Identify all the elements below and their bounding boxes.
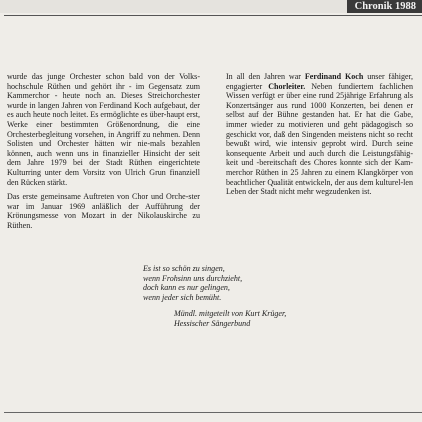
text-run: In all den Jahren war	[226, 72, 305, 81]
left-text-column	[7, 72, 200, 236]
text-run: unser fähiger, engagierter	[226, 72, 413, 91]
poem-verse	[143, 264, 373, 303]
poem-line: doch kann es nur gelingen,	[143, 283, 230, 293]
conductor-name: Ferdinand Koch	[304, 72, 364, 81]
poem-line: wenn Frohsinn uns durchzieht,	[143, 273, 243, 283]
footer-divider	[4, 412, 422, 413]
right-text-column	[226, 72, 413, 202]
poem-line: wenn jeder sich bemüht.	[143, 293, 222, 303]
poem-attribution	[174, 309, 374, 328]
left-paragraph-2: Das erste gemeinsame Auftreten von Chor und Orche-ster war im Januar 1969 anläßlich der Aufführung der Krönungsmesse von Mozart in der Nikolauskirche zu Rüthen.	[7, 192, 200, 230]
poem-line: Es ist so schön zu singen,	[143, 264, 225, 273]
attribution-line-2: Hessischer Sängerbund	[174, 318, 251, 328]
header-divider	[4, 15, 422, 16]
chronik-header-label: Chronik 1988	[347, 0, 422, 13]
right-paragraph-1	[226, 72, 413, 197]
conductor-role: Chorleiter.	[268, 81, 306, 91]
attribution-line-1: Mündl. mitgeteilt von Kurt Krüger,	[174, 309, 287, 318]
text-run: Neben fundiertem fachlichen Wissen verfügt er über eine rund 25jährige Erfahrung als Konzertsänger aus rund 1000 Konzerten, bei denen er selbst auf der Bühne gestanden hat. Er hat die Gabe, immer wieder zu motivieren und geht pädagogisch so geschickt vor, daß den Singenden meistens nicht so recht bewußt wird, wie intensiv geprobt wird. Durch seine konsequente Arbeit und auch durch die Leistungsfähig-keit und -bereitschaft des Chores konnte sich der Kam-merchor Rüthen in 25 Jahren zu einem Klangkörper von beachtlicher Qualität entwickeln, der aus dem kulturel-len Leben der Stadt nicht mehr wegzudenken ist.	[226, 81, 414, 197]
left-paragraph-1: wurde das junge Orchester schon bald von der Volks-hochschule Rüthen und gehört ihr - im Gegensatz zum Kammerchor - heute noch an. Dieses Streichorchester wurde in langen Jahren von Ferdinand Koch aufgebaut, der es auch heute noch leitet. Es ermöglichte es über-haupt erst, Werke einer bestimmten Größenordnung, die eine Orchesterbegleitung vorsehen, in Angriff zu nehmen. Denn Solisten und Orchester hätten wir nie-mals bezahlen können, auch wenn uns in finanzieller Hinsicht der seit dem Jahre 1979 bei der Stadt Rüthen eingerichtete Kulturring unter dem Vorsitz von Ulrich Grun finanziell den Rücken stärkt.	[7, 72, 200, 187]
